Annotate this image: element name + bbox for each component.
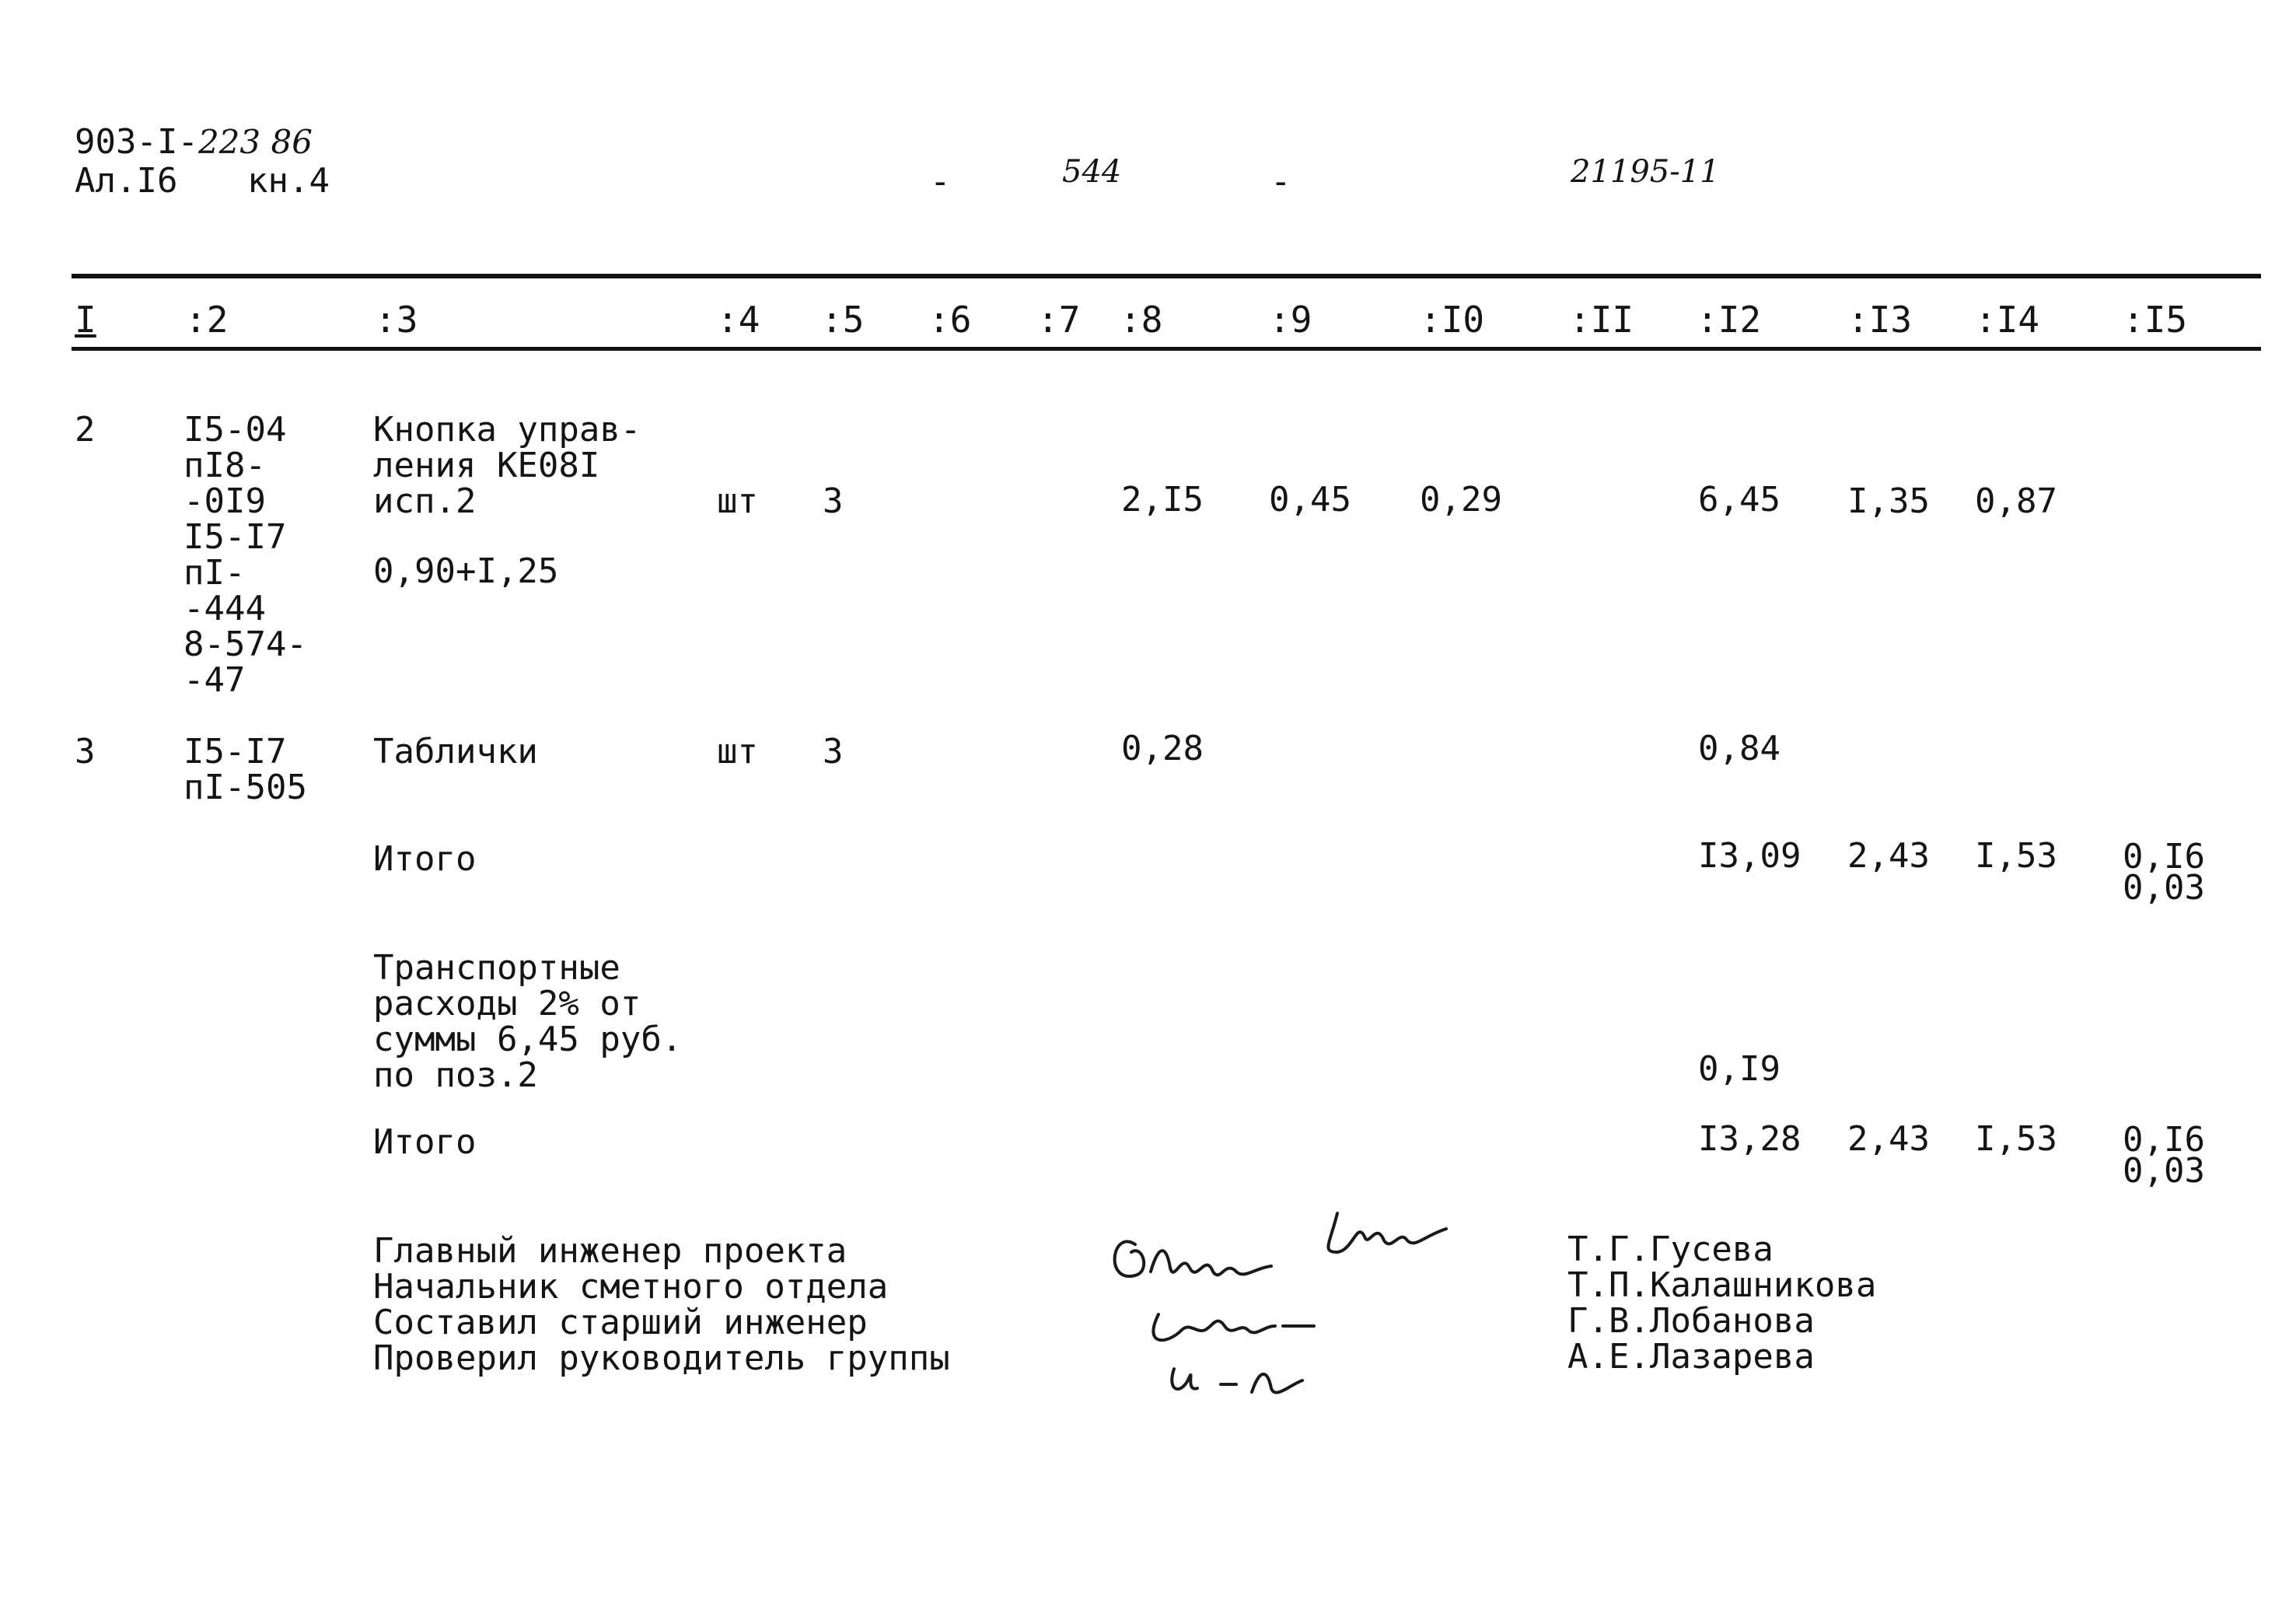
document-code-handwritten: 223 86 <box>197 123 313 161</box>
column-header-15: :I5 <box>2123 299 2188 341</box>
subtotal-1-col13: 2,43 <box>1847 836 1930 876</box>
header-top-rule <box>72 274 2261 278</box>
page-number-handwritten: 544 <box>1062 154 1122 190</box>
row-2-unit: шт <box>717 481 758 521</box>
column-header-13: :I3 <box>1847 299 1913 341</box>
name-guseva: Т.Г.Гусева <box>1567 1230 1774 1269</box>
subtotal-1-col12: I3,09 <box>1698 836 1802 876</box>
row-2-col10: 0,29 <box>1420 480 1502 520</box>
subtotal-2-col13: 2,43 <box>1847 1119 1930 1159</box>
order-number-handwritten: 21195-11 <box>1571 154 1720 190</box>
column-header-5: :5 <box>821 299 865 341</box>
column-header-14: :I4 <box>1975 299 2040 341</box>
column-header-11: :II <box>1569 299 1634 341</box>
column-header-12: :I2 <box>1697 299 1762 341</box>
row-3-col8: 0,28 <box>1121 729 1204 768</box>
name-kalashnikova: Т.П.Калашникова <box>1567 1265 1877 1305</box>
document-code-print: 903-I- <box>75 122 198 162</box>
column-header-8: :8 <box>1120 299 1163 341</box>
name-lazareva: А.Е.Лазарева <box>1567 1337 1815 1377</box>
album-number: Ал.I6 <box>75 161 178 201</box>
column-header-2: :2 <box>185 299 229 341</box>
position-group-leader: Проверил руководитель группы <box>373 1338 950 1378</box>
subtotal-1-col14: I,53 <box>1975 836 2057 876</box>
position-estimate-head: Начальник сметного отдела <box>373 1267 889 1307</box>
subtotal-2-col14: I,53 <box>1975 1119 2057 1159</box>
column-header-3: :3 <box>375 299 418 341</box>
transport-col12: 0,I9 <box>1698 1049 1781 1089</box>
column-header-1: I <box>75 299 96 341</box>
row-3-unit: шт <box>717 732 758 772</box>
row-2-formula: 0,90+I,25 <box>373 551 559 591</box>
row-2-col14: 0,87 <box>1975 481 2057 521</box>
handwritten-signatures <box>1089 1198 1493 1415</box>
signature-lobanova <box>1153 1314 1314 1340</box>
document-code <box>75 124 313 160</box>
signature-lazareva <box>1172 1369 1302 1392</box>
book-number: кн.4 <box>247 161 330 201</box>
subtotal-2-col15: 0,I6 0,03 <box>2123 1120 2205 1191</box>
header-bottom-rule <box>72 347 2261 351</box>
row-3-qty: 3 <box>823 732 844 772</box>
header-dash-left: - <box>930 162 951 201</box>
column-header-10: :I0 <box>1420 299 1485 341</box>
header-dash-right: - <box>1270 162 1291 201</box>
row-3-number: 3 <box>75 732 96 772</box>
transport-label: Транспортные расходы 2% от суммы 6,45 руб. по поз.2 <box>373 948 683 1095</box>
row-3-col12: 0,84 <box>1698 729 1781 768</box>
position-senior-engineer: Составил старший инженер <box>373 1303 868 1342</box>
row-3-code: I5-I7 пI-505 <box>183 732 307 807</box>
row-2-qty: 3 <box>823 481 844 521</box>
column-header-4: :4 <box>717 299 760 341</box>
row-2-col13: I,35 <box>1847 481 1930 521</box>
signature-guseva <box>1328 1213 1446 1252</box>
row-2-number: 2 <box>75 410 96 450</box>
column-header-9: :9 <box>1269 299 1312 341</box>
row-2-code: I5-04 пI8- -0I9 I5-I7 пI- -444 8-574- -47 <box>183 410 307 700</box>
column-header-7: :7 <box>1037 299 1081 341</box>
position-chief-engineer: Главный инженер проекта <box>373 1231 847 1271</box>
subtotal-2-label: Итого <box>373 1122 477 1162</box>
name-lobanova: Г.В.Лобанова <box>1567 1301 1815 1341</box>
row-2-col8: 2,I5 <box>1121 480 1204 520</box>
row-2-col9: 0,45 <box>1269 480 1351 520</box>
row-2-name: Кнопка управ- ления КЕ08I исп.2 <box>373 410 641 521</box>
row-3-name: Таблички <box>373 732 538 772</box>
signature-kalashnikova <box>1115 1241 1271 1276</box>
subtotal-1-col15: 0,I6 0,03 <box>2123 837 2205 908</box>
column-header-6: :6 <box>928 299 972 341</box>
row-2-col12: 6,45 <box>1698 480 1781 520</box>
subtotal-1-label: Итого <box>373 839 477 879</box>
subtotal-2-col12: I3,28 <box>1698 1119 1802 1159</box>
